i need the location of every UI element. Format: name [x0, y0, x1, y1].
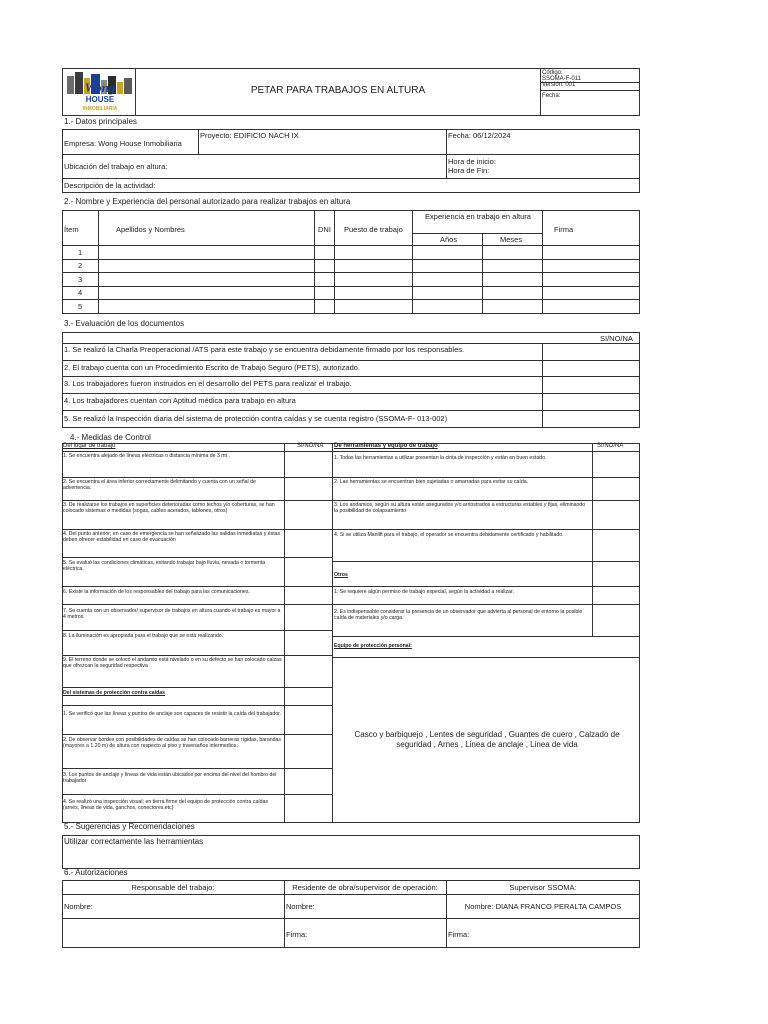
medidas-right-sino-line: [592, 443, 593, 636]
auth-col2-header: Residente de obra/supervisor de operación:: [292, 883, 438, 892]
epp-header: Equipo de protección personal:: [334, 643, 412, 649]
logo-building-7: [117, 82, 123, 94]
logo-text-1: Wong: [84, 80, 116, 95]
fecha-label: Fecha:: [542, 93, 561, 99]
left-line-11: [62, 734, 332, 735]
doc-line-2: [62, 376, 640, 377]
right-header: De herramientas y equipo de trabajo: [334, 443, 438, 449]
personal-col-3: [334, 210, 335, 314]
auth-firma-3: Firma:: [448, 930, 470, 939]
caidas-item-4: 4. Se realizó una inspección visual; en tierra firme del equipo de protección contra caídas (arnés, líneas de vida, ganchos, conectores,etc): [63, 799, 269, 812]
caidas-item-3: 3. Los puntos de anclaje y líneas de vida están ubicados por encima del nivel del hombro del trabajador: [63, 772, 277, 785]
doc-line-0: [62, 343, 640, 344]
doc-item-3: 3. Los trabajadores fueron instruidos en el desarrollo del PETS para realizar el trabajo.: [64, 379, 352, 388]
descripcion-field: Descripción de la actividad:: [64, 181, 156, 190]
doc-col-sino: [542, 343, 543, 428]
left-line-13: [62, 794, 332, 795]
auth-header-line: [62, 894, 640, 895]
col-anos: Años: [440, 235, 458, 244]
hora-fin-field: Hora de Fin:: [448, 166, 490, 175]
section-6-title: 6.- Autorizaciones: [64, 868, 128, 877]
logo-building-8: [124, 78, 132, 94]
right-item-2: 2. Las herramientas se encuentran bien sujetadas o amarradas para evitar su caída.: [334, 479, 529, 485]
right-line-3: [332, 529, 640, 530]
datos-row-line-2: [62, 178, 640, 179]
logo-building-2: [75, 72, 83, 94]
section-1-title: 1.- Datos principales: [64, 117, 137, 126]
left-line-10: [62, 705, 332, 706]
proyecto-field: Proyecto: EDIFICIO NACH IX: [200, 131, 299, 140]
right-line-7: [332, 636, 640, 637]
empresa-field: Empresa: Wong House Inmobiliaria: [64, 139, 182, 148]
caidas-item-2: 2. De observar bordes con posibilidades de caídas se han colocado barreras rígidas, barandas (mayores a 1.20 m) de altura con respecto al piso y travesaños intermedios.: [63, 737, 282, 750]
left-header: Del lugar de trabajo: [63, 443, 116, 449]
section-3-title: 3.- Evaluación de los documentos: [64, 319, 185, 328]
left-line-1: [62, 477, 332, 478]
left-line-3: [62, 529, 332, 530]
otros-item-2: 2. Es indispensable considerar la presencia de un observador que advierta al personal de entorno la posible caída de materiales y/o carga.: [334, 609, 583, 622]
row-item-2: 2: [78, 261, 83, 270]
logo-text-2: HOUSE: [85, 95, 115, 104]
right-line-2: [332, 500, 640, 501]
doc-line-4: [62, 410, 640, 411]
right-item-1: 1. Todas las herramientas a utilizar presentan la cinta de inspección y están en buen estado.: [334, 455, 547, 461]
auth-nombre-1: Nombre:: [64, 902, 93, 911]
personal-row-line-3: [62, 286, 640, 287]
doc-item-5: 5. Se realizó la Inspección diaria del sistema de protección contra caídas y se cuenta registro (SSOMA-F- 013-002): [64, 414, 448, 423]
left-sino-header: SI/NO/NA: [297, 443, 324, 449]
row-item-3: 3: [78, 275, 83, 284]
doc-line-1: [62, 360, 640, 361]
version-label: Versión: 001: [542, 82, 576, 88]
col-meses: Meses: [500, 235, 523, 244]
personal-col-4: [412, 210, 413, 314]
left-line-9: [62, 687, 332, 688]
datos-col-line-1: [198, 129, 199, 154]
datos-row-line-1: [62, 154, 640, 155]
left-item-1: 1. Se encuentra alejado de líneas eléctricas o distancia mínima de 3 mt .: [63, 453, 230, 459]
sugerencias-text: Utilizar correctamente las herramientas: [64, 837, 204, 846]
left-line-4: [62, 557, 332, 558]
left-item-4: 4. Del punto anterior; en caso de emergencia se han señalizado las salidas inmediatas y éstas deben ofrecer estabilidad en caso de evacuación: [63, 531, 281, 544]
caidas-item-1: 1. Se verificó que las líneas y puntos de anclaje son capaces de resistir la caída del trabajador.: [63, 711, 282, 717]
col-experiencia: Experiencia en trabajo en altura: [425, 212, 531, 221]
auth-nombre-2: Nombre:: [286, 902, 315, 911]
auth-col1-header: Responsable del trabajo:: [131, 883, 215, 892]
logo-text-3: INMOBILIARIA: [82, 106, 118, 112]
left-line-5: [62, 586, 332, 587]
right-line-6: [332, 604, 640, 605]
section-5-title: 5.- Sugerencias y Recomendaciones: [64, 822, 195, 831]
right-line-4: [332, 561, 640, 562]
left-item-3: 3. De realizarse los trabajos en superficies deterioradas como techos y/o coberturas, se han colocado sistemas o medidas (sogas, cables acerados, tablones, otros): [63, 502, 275, 515]
logo-building-1: [67, 76, 74, 94]
company-logo: [64, 70, 136, 114]
left-line-6: [62, 604, 332, 605]
personal-row-line-4: [62, 299, 640, 300]
personal-row-line-1: [62, 259, 640, 260]
codigo-label: Código:: [542, 70, 563, 76]
auth-firma-2: Firma:: [286, 930, 308, 939]
right-item-3: 3. Los andamios, según su altura están asegurados y/o arriostrados a estructuras estables y fijas, eliminando la posibilidad de colapsamiento: [334, 502, 586, 515]
left-item-2: 2. Se encuentra el área inferior correctamente delimitando y cuenta con un señal de advertencia.: [63, 479, 256, 492]
section-2-title: 2.- Nombre y Experiencia del personal autorizado para realizar trabajos en altura: [64, 197, 351, 206]
left-item-5: 5. Se evaluó las condiciones climáticas, evitando trabajar bajo lluvia, nevada o tormenta eléctrica.: [63, 560, 266, 573]
personal-col-5: [482, 233, 483, 314]
left-line-8: [62, 655, 332, 656]
doc-sino-header: SI/NO/NA: [600, 334, 633, 343]
personal-col-1: [98, 210, 99, 314]
auth-nombre-3: Nombre: DIANA FRANCO PERALTA CAMPOS: [464, 902, 622, 911]
epp-text: Casco y barbiquejo , Lentes de seguridad , Guantes de cuero , Calzado de seguridad , Arnes , Linea de anclaje , Linea de vida: [354, 730, 620, 749]
col-nombres: Apellidos y Nombres: [116, 225, 185, 234]
otros-header: Otros: [334, 572, 348, 578]
left-item-9: 9. El terreno donde se colocó el andamio está nivelado o en su defecto se han colocado calzas que ofrezcan la seguridad respectiva: [63, 657, 282, 670]
col-firma: Firma: [554, 225, 574, 234]
left-line-12: [62, 768, 332, 769]
doc-item-1: 1. Se realizó la Charla Preoperacional /ATS para este trabajo y se encuentra debidamente firmado por los responsables.: [64, 345, 465, 354]
fecha-field: Fecha: 06/12/2024: [448, 131, 511, 140]
medidas-header-line: [62, 451, 640, 452]
ubicacion-field: Ubicación del trabajo en altura:: [64, 162, 168, 171]
datos-col-line-2: [446, 129, 447, 178]
personal-col-6: [542, 210, 543, 314]
right-line-1: [332, 477, 640, 478]
col-item: Ítem: [64, 225, 79, 234]
doc-line-3: [62, 393, 640, 394]
personal-exp-subline: [412, 233, 542, 234]
personal-header-line: [62, 245, 640, 246]
left-item-7: 7. Se cuenta con un observador/ supervisor de trabajos en altura cuando el trabajo es mayor a 4 metros.: [63, 608, 281, 621]
codigo-value: SSOMA-F-011: [542, 76, 581, 82]
right-sino-header: SI/NO/NA: [597, 443, 624, 449]
left-line-7: [62, 630, 332, 631]
auth-row-line: [62, 918, 640, 919]
otros-item-1: 1. Se requiere algún permiso de trabajo especial, según la actividad a realizar.: [334, 589, 514, 595]
right-line-8: [332, 657, 640, 658]
page-title: PETAR PARA TRABAJOS EN ALTURA: [250, 85, 426, 96]
caidas-header: Del sistemas de protección contra caídas: [63, 690, 166, 696]
col-dni: DNI: [318, 225, 331, 234]
left-line-2: [62, 500, 332, 501]
left-item-8: 8. La iluminación es apropiada para el trabajo que se está realizando.: [63, 633, 224, 639]
section-4-title: 4.- Medidas de Control: [70, 433, 151, 442]
hora-inicio-field: Hora de inicio:: [448, 157, 496, 166]
row-item-1: 1: [78, 248, 83, 257]
row-item-5: 5: [78, 302, 83, 311]
left-item-6: 6. Existe la información de los responsables del trabajo para las comunicaciones.: [63, 589, 250, 595]
personal-row-line-2: [62, 272, 640, 273]
col-puesto: Puesto de trabajo: [344, 225, 403, 234]
doc-item-4: 4. Los trabajadores cuentan con Aptitud médica para trabajo en altura: [64, 396, 296, 405]
right-item-4: 4. Si se utiliza Manlift para el trabajo, el operador se encuentra debidamente certificado y habilitado.: [334, 532, 564, 538]
doc-item-2: 2. El trabajo cuenta con un Procedimiento Escrito de Trabajo Seguro (PETS), autorizado.: [64, 363, 360, 372]
right-line-5: [332, 586, 640, 587]
personal-col-2: [314, 210, 315, 314]
auth-col3-header: Supervisor SSOMA:: [509, 883, 577, 892]
version-divider: [540, 90, 640, 91]
row-item-4: 4: [78, 288, 83, 297]
